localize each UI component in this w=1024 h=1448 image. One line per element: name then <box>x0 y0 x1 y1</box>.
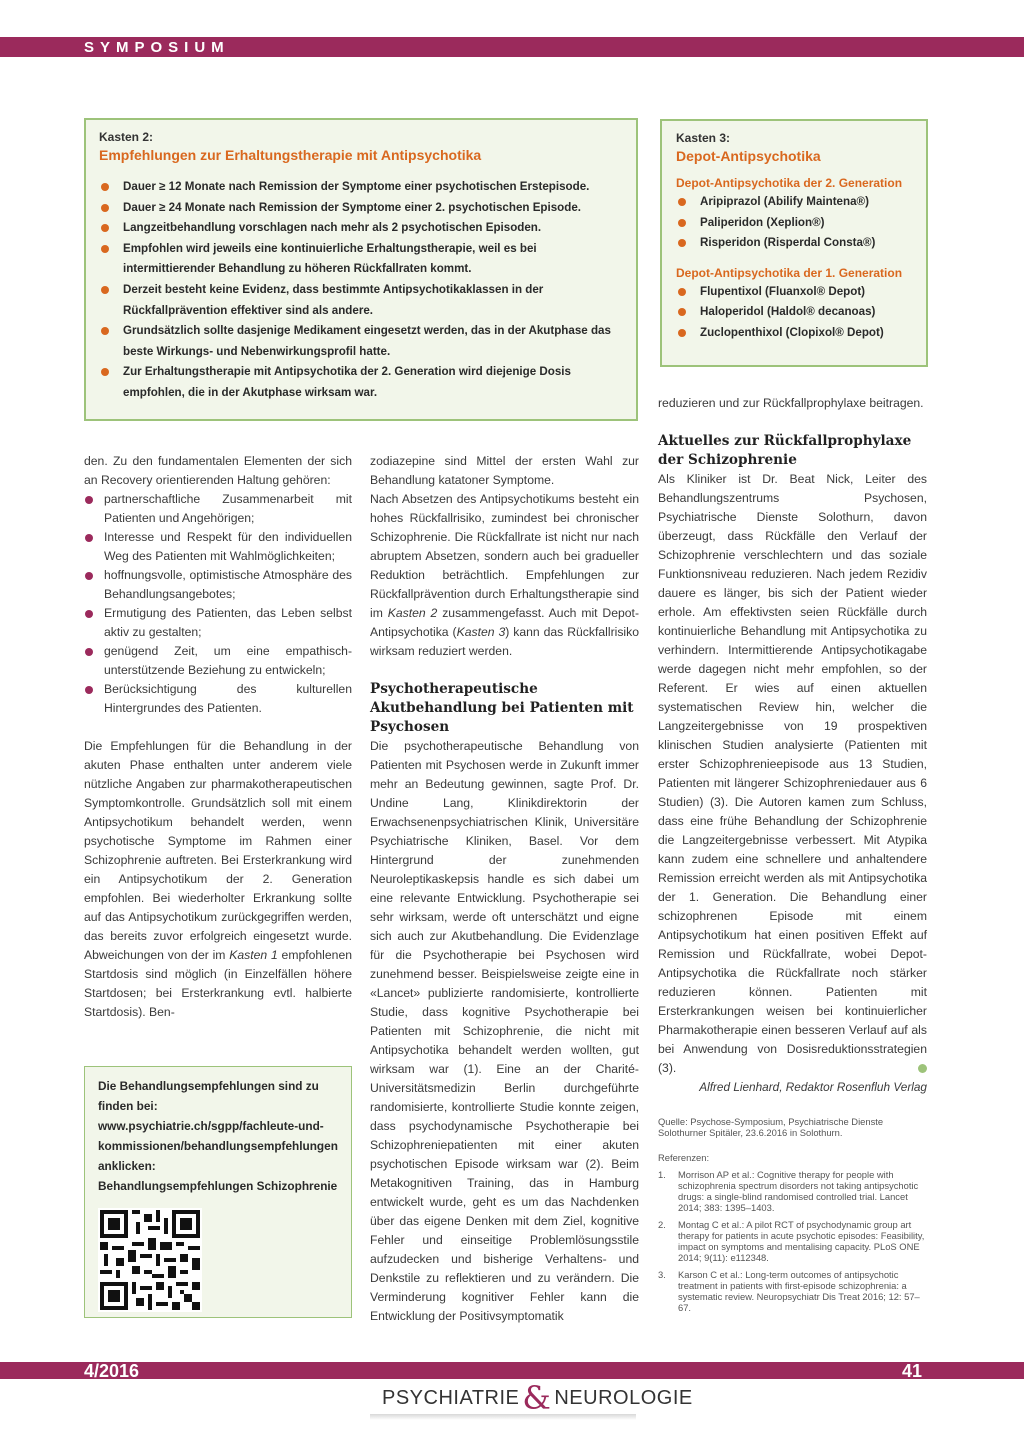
list-item: Interesse und Respekt für den individuellen Weg des Patienten mit Wahlmöglichkeiten; <box>84 528 352 566</box>
reference-item: 2. Montag C et al.: A pilot RCT of psychodynamic group art therapy for patients in acute psychotic episodes: Feasibility, impact on symptoms and mentalising capacity. PLoS ONE 2014; 9(11): e112348. <box>658 1219 925 1263</box>
paragraph: reduzieren und zur Rückfallprophylaxe beitragen. <box>658 396 924 410</box>
paragraph: Als Kliniker ist Dr. Beat Nick, Leiter des Behandlungszentrums Psychosen, Psychiatrische Dienste Solothurn, davon überzeugt, dass Rückfälle den Verlauf der Schizophrenie verschlechtern und das soziale Funktionsniveau reduzieren. Nach jedem Rezidiv dauere es länger, bis sich der Patient wieder erhole. Am effektivsten seien Rückfälle durch kontinuierliche Behandlung mit Antipsychotika zu verhindern. Intermittierende Antipsychotikagabe werde dagegen nicht mehr empfohlen, so der Referent. Er wies auf einen aktuellen systematischen Review hin, welcher die Langzeitergebnisse von 19 prospektiven klinischen Studien analysierte (Patienten mit erster Schizophrenieepisode aus 13 Studien, Patienten mit längerer Schizophreniedauer aus 6 Studien) (3). Die Autoren kamen zum Schluss, dass eine frühe Behandlung der Schizophrenie die Langzeitergebnisse verbessert. Mit Atypika kann zudem eine schnellere und anhaltendere Remission erreicht werden als mit Antipsychotika der 1. Generation. Die Behandlung einer schizophrenen Episode mit einem Antipsychotikum hat einen positiven Effekt auf Remission und Rückfallrate, wobei Depot-Antipsychotika die Rückfallrate noch stärker reduzieren können. Patienten mit Ersterkrankungen weisen bei kontinuierlicher Pharmakotherapie einen besseren Verlauf auf als bei Anwendung von Dosisreduktionsstrategien (3). <box>658 472 927 1075</box>
journal-logo <box>382 1378 693 1418</box>
references-title: Referenzen: <box>658 1152 710 1163</box>
paragraph: Nach Absetzen des Antipsychotikums besteht ein hohes Rückfallrisiko, zumindest bei chronischer Schizophrenie. Die Rückfallrate ist nicht nur nach abruptem Absetzen, sondern auch bei gradueller Reduktion beträchtlich. Empfehlungen zur Rückfallprävention durch Erhaltungstherapie sind im Kasten 2 zusammengefasst. Auch mit Depot-Antipsychotika (Kasten 3) kann das Rückfallrisiko wirksam reduziert werden. <box>370 492 640 658</box>
kasten-3-label: Kasten 3: <box>676 131 731 145</box>
list-item: Grundsätzlich sollte dasjenige Medikament eingesetzt werden, das in der Akutphase das beste Wirkungs- und Nebenwirkungsprofil hatte. <box>99 321 623 362</box>
guidelines-link[interactable]: www.psychiatrie.ch/sgpp/fachleute-und-kommissionen/behandlungsempfehlungen <box>98 1119 338 1153</box>
kasten-2-title: Empfehlungen zur Erhaltungstherapie mit Antipsychotika <box>99 147 482 163</box>
section-heading: Psychotherapeutische Akutbehandlung bei Patienten mit Psychosen <box>370 681 634 735</box>
list-item: Risperidon (Risperdal Consta®) <box>676 233 912 254</box>
footer-bar <box>0 1362 1024 1379</box>
list-item: Langzeitbehandlung vorschlagen nach mehr als 2 psychotischen Episoden. <box>99 218 623 239</box>
list-item: genügend Zeit, um eine empathisch-unterstützende Beziehung zu entwickeln; <box>84 642 352 680</box>
paragraph: Die psychotherapeutische Behandlung von Patienten mit Psychosen werde in Zukunft immer mehr an Bedeutung gewinnen, sagte Prof. Dr. Undine Lang, Klinikdirektorin der Erwachsenenpsychiatrischen Klinik, Universitäre Psychiatrische Kliniken, Basel. Vor dem Hintergrund der zunehmenden Neuroleptikaskepsis handle es sich dabei um eine relevante Entwicklung. Psychotherapie sei sehr wirksam, werde oft unterschätzt und eigne sich auch zur Akutbehandlung. Die Evidenzlage für die Psychotherapie bei Psychosen wird zunehmend besser. Beispielsweise zeigte eine in «Lancet» publizierte randomisierte, kontrollierte Studie, dass kognitive Psychotherapie bei Patienten mit Schizophrenie, die nicht mit Antipsychotika behandelt werden wollten, gut wirksam war (1). Eine an der Charité-Universitätsmedizin Berlin durchgeführte randomisierte, kontrollierte Studie konnte zeigen, dass psychodynamische Psychotherapie bei Schizophreniepatienten mit einer akuten psychotischen Episode wirksam war (2). Beim Metakognitiven Training, das in Hamburg entwickelt wurde, geht es um das Nachdenken über das eigene Denken mit dem Ziel, kognitive Fehler und einseitige Problemlösungsstile aufzudecken und bisherige Verhaltens- und Denkstile zu reflektieren und zu verändern. Die Verminderung kognitiver Fehler kann die Entwicklung der Positivsymptomatik <box>370 739 639 1323</box>
reference-item: 1. Morrison AP et al.: Cognitive therapy for people with schizophrenia spectrum disorders not taking antipsychotic drugs: a single-blind randomised controlled trial. Lancet 2014; 383: 1395–1403. <box>658 1169 919 1213</box>
logo-text-right: NEUROLOGIE <box>554 1386 693 1409</box>
logo-text-left: PSYCHIATRIE <box>382 1386 520 1409</box>
list-item: Haloperidol (Haldol® decanoas) <box>676 302 912 323</box>
column-2 <box>370 452 639 1326</box>
reference-item: 3. Karson C et al.: Long-term outcomes of antipsychotic treatment in patients with first-episode schizophrenia: a systematic review. Neuropsychiatr Dis Treat 2016; 12: 57–67. <box>658 1269 920 1313</box>
guidelines-info-box <box>84 1066 352 1318</box>
kasten-3-group-2-title: Depot-Antipsychotika der 1. Generation <box>676 265 903 280</box>
list-item: hoffnungsvolle, optimistische Atmosphäre des Behandlungsangebotes; <box>84 566 352 604</box>
list-item: Berücksichtigung des kulturellen Hintergrundes des Patienten. <box>84 680 352 718</box>
section-title: SYMPOSIUM <box>84 39 230 56</box>
recovery-list <box>84 490 352 718</box>
paragraph: den. Zu den fundamentalen Elementen der sich an Recovery orientierenden Haltung gehören: <box>84 454 352 487</box>
list-item: Dauer ≥ 12 Monate nach Remission der Symptome einer psychotischen Erstepisode. <box>99 177 623 198</box>
list-item: partnerschaftliche Zusammenarbeit mit Patienten und Angehörigen; <box>84 490 352 528</box>
column-3 <box>658 394 927 1319</box>
logo-ampersand: & <box>522 1379 552 1417</box>
author-credit: Alfred Lienhard, Redaktor Rosenfluh Verlag <box>699 1080 927 1094</box>
kasten-3-box <box>660 119 928 367</box>
references-list <box>658 1169 927 1313</box>
kasten-3-title: Depot-Antipsychotika <box>676 148 821 164</box>
info-text: anklicken: <box>98 1159 156 1173</box>
kasten-3-group-2-list <box>676 282 912 344</box>
end-mark-icon <box>918 1064 927 1073</box>
list-item: Ermutigung des Patienten, das Leben selbst aktiv zu gestalten; <box>84 604 352 642</box>
list-item: Paliperidon (Xeplion®) <box>676 213 912 234</box>
kasten-3-group-1-title: Depot-Antipsychotika der 2. Generation <box>676 176 903 190</box>
kasten-2-label: Kasten 2: <box>99 130 154 144</box>
issue-number: 4/2016 <box>84 1361 140 1381</box>
list-item: Dauer ≥ 24 Monate nach Remission der Symptome einer 2. psychotischen Episode. <box>99 198 623 219</box>
info-text: Behandlungsempfehlungen Schizophrenie <box>98 1179 338 1193</box>
list-item: Empfohlen wird jeweils eine kontinuierliche Erhaltungstherapie, weil es bei intermittierender Behandlung zu höheren Rückfallraten kommt. <box>99 239 623 280</box>
list-item: Derzeit besteht keine Evidenz, dass bestimmte Antipsychotikaklassen in der Rückfallprävention effektiver sind als andere. <box>99 280 623 321</box>
page-number: 41 <box>902 1361 923 1381</box>
info-text: Die Behandlungsempfehlungen sind zu finden bei: <box>98 1079 319 1113</box>
list-item: Zur Erhaltungstherapie mit Antipsychotika der 2. Generation wird diejenige Dosis empfohlen, die in der Akutphase wirksam war. <box>99 362 623 403</box>
qr-code-icon[interactable] <box>98 1208 202 1312</box>
paragraph: Die Empfehlungen für die Behandlung in der akuten Phase enthalten unter anderem viele nützliche Angaben zur pharmakotherapeutischen Symptomkontrolle. Grundsätzlich soll mit einem Antipsychotikum behandelt werden, wenn psychotische Symptome im Rahmen einer Schizophrenie auftreten. Bei Ersterkrankung wird ein Antipsychotikum der 2. Generation empfohlen. Bei wiederholter Erkrankung sollte auf das Antipsychotikum zurückgegriffen werden, das bereits zuvor erfolgreich eingesetzt wurde. Abweichungen von der im Kasten 1 empfohlenen Startdosis sind möglich (in Einzelfällen höhere Startdosen; bei Ersterkrankung evtl. halbierte Startdosis). Ben- <box>84 739 353 1019</box>
list-item: Flupentixol (Fluanxol® Depot) <box>676 282 912 303</box>
section-heading: Aktuelles zur Rückfallprophylaxe der Schizophrenie <box>658 433 912 468</box>
list-item: Aripiprazol (Abilify Maintena®) <box>676 192 912 213</box>
list-item: Zuclopenthixol (Clopixol® Depot) <box>676 323 912 344</box>
kasten-2-box <box>84 118 638 421</box>
paragraph: zodiazepine sind Mittel der ersten Wahl zur Behandlung katatoner Symptome. <box>370 454 639 487</box>
column-1 <box>84 452 352 1022</box>
kasten-2-list <box>99 177 623 404</box>
kasten-3-group-1-list <box>676 192 912 254</box>
source-note: Quelle: Psychose-Symposium, Psychiatrische Dienste Solothurner Spitäler, 23.6.2016 in Solothurn. <box>658 1116 884 1138</box>
